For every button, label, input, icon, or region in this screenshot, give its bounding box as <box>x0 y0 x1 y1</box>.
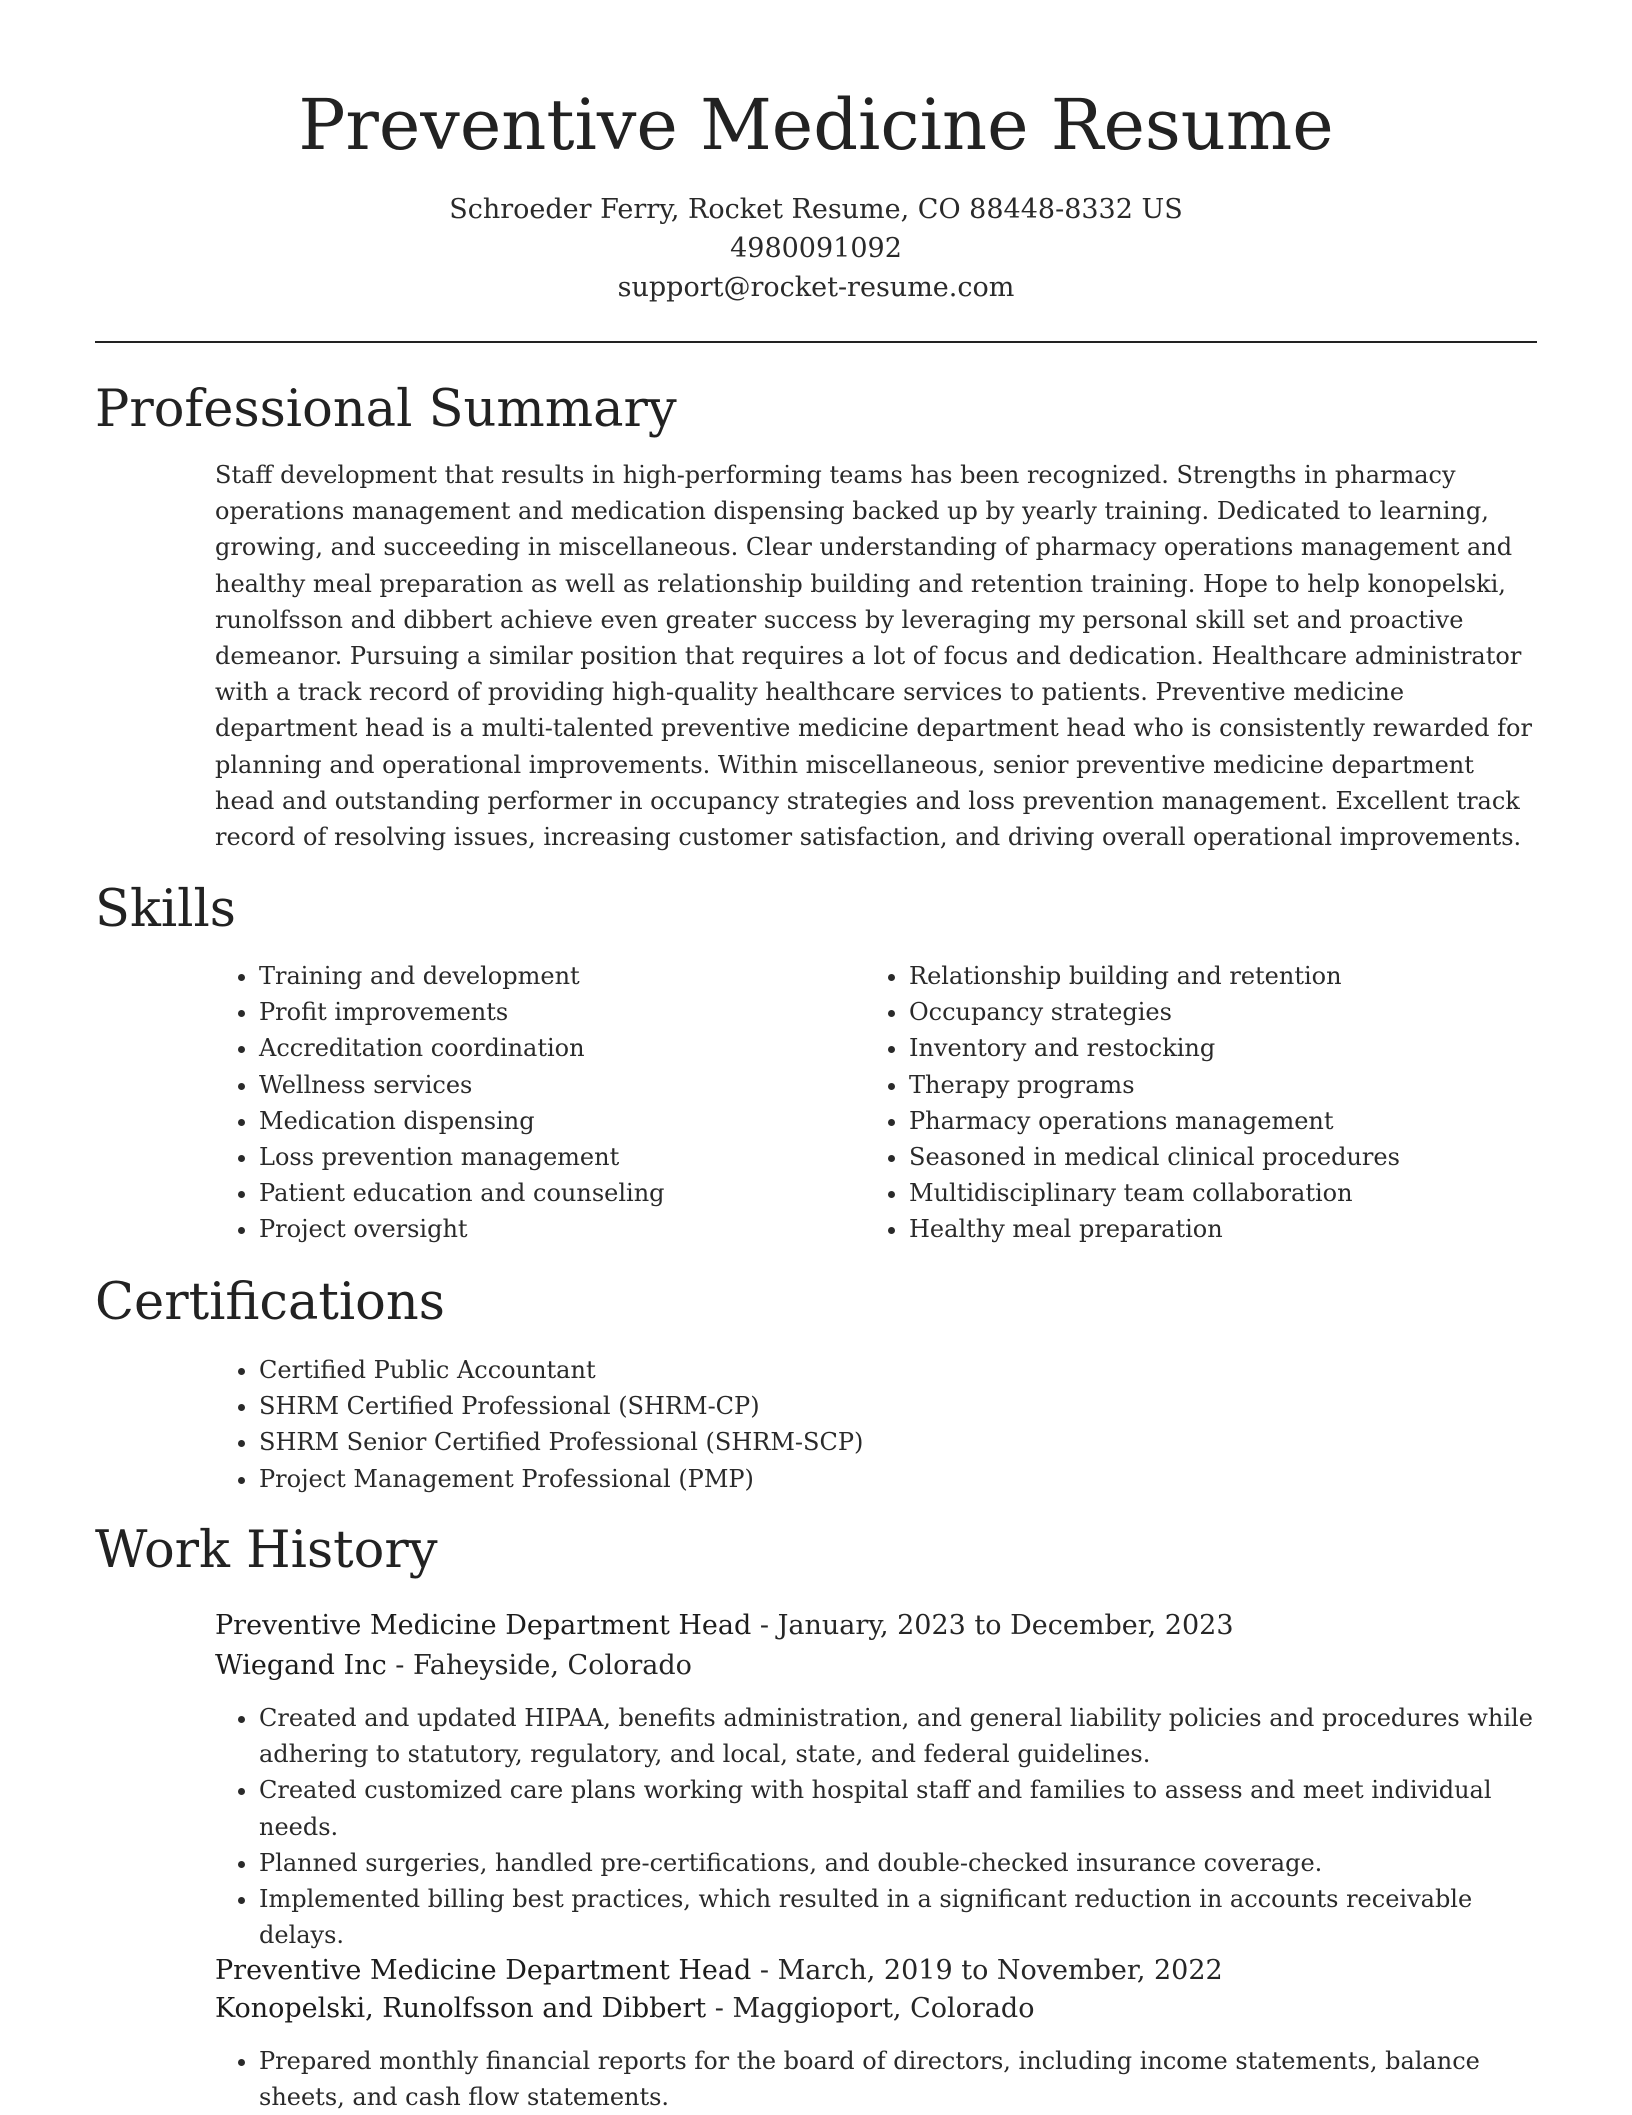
job-duty-item: • Implemented billing best practices, which resulted in a significant reduction in accounts receivable delays. <box>259 1881 1537 1953</box>
skill-item: • Inventory and restocking <box>909 1030 1515 1066</box>
job-title-line <box>215 1606 1234 1646</box>
skill-item: • Pharmacy operations management <box>909 1103 1515 1139</box>
job-dates: March, 2019 to November, 2022 <box>777 1955 1223 1986</box>
skill-item: • Relationship building and retention <box>909 958 1515 994</box>
job-separator: - <box>386 1650 413 1681</box>
skill-item: • Profit improvements <box>259 994 865 1030</box>
job-title: Preventive Medicine Department Head <box>215 1955 752 1986</box>
job-company: Wiegand Inc <box>215 1650 387 1681</box>
skill-item: • Training and development <box>259 958 865 994</box>
job-duty-item: • Created and updated HIPAA, benefits administration, and general liability policies and procedures while adhering to statutory, regulatory, and local, state, and federal guidelines. <box>259 1700 1537 1772</box>
certifications-heading: Certifications <box>95 1273 445 1332</box>
certifications-list <box>215 1352 1215 1497</box>
skills-heading: Skills <box>95 880 236 939</box>
job-duties <box>215 1700 1537 1953</box>
skill-item: • Multidisciplinary team collaboration <box>909 1175 1515 1211</box>
skill-item: • Seasoned in medical clinical procedures <box>909 1139 1515 1175</box>
skill-item: • Medication dispensing <box>259 1103 865 1139</box>
job-title: Preventive Medicine Department Head <box>215 1610 752 1641</box>
job-duty-item: • Planned surgeries, handled pre-certifications, and double-checked insurance coverage. <box>259 1845 1537 1881</box>
header-divider <box>95 341 1537 343</box>
job-dates: January, 2023 to December, 2023 <box>777 1610 1234 1641</box>
contact-email: support@rocket-resume.com <box>617 272 1015 303</box>
summary-text: Staff development that results in high-performing teams has been recognized. Strengths in pharmacy operations management and medication dispensing backed up by yearly training. Dedicated to learning, growing, and succeeding in miscellaneous. Clear understanding of pharmacy operations management and healthy meal preparation as well as relationship building and retention training. Hope to help konopelski, runolfsson and dibbert achieve even greater success by leveraging my personal skill set and proactive demeanor. Pursuing a similar position that requires a lot of focus and dedication. Healthcare administrator with a track record of providing high-quality healthcare services to patients. Preventive medicine department head is a multi-talented preventive medicine department head who is consistently rewarded for planning and operational improvements. Within miscellaneous, senior preventive medicine department head and outstanding performer in occupancy strategies and loss prevention management. Excellent track record of resolving issues, increasing customer satisfaction, and driving overall operational improvements. <box>215 461 1532 852</box>
job-duties <box>215 2043 1537 2115</box>
work-history-heading: Work History <box>95 1521 438 1580</box>
certification-item: • SHRM Certified Professional (SHRM-CP) <box>259 1388 1215 1424</box>
job-separator: - <box>706 1993 733 2024</box>
skill-item: • Project oversight <box>259 1211 865 1247</box>
skill-item: • Accreditation coordination <box>259 1030 865 1066</box>
contact-address: Schroeder Ferry, Rocket Resume, CO 88448-8332 US <box>449 194 1183 225</box>
job-company-line <box>215 1989 1034 2029</box>
skills-column-left <box>215 958 865 1248</box>
job-company: Konopelski, Runolfsson and Dibbert <box>215 1993 707 2024</box>
certification-item: • SHRM Senior Certified Professional (SHRM-SCP) <box>259 1424 1215 1460</box>
resume-title: Preventive Medicine Resume <box>298 84 1334 166</box>
skills-column-right <box>865 958 1515 1248</box>
contact-phone: 4980091092 <box>730 233 902 264</box>
job-location: Faheyside, Colorado <box>413 1650 692 1681</box>
certification-item: • Certified Public Accountant <box>259 1352 1215 1388</box>
job-duty-item: • Prepared monthly financial reports for the board of directors, including income statements, balance sheets, and cash flow statements. <box>259 2043 1537 2115</box>
summary-heading: Professional Summary <box>95 380 677 439</box>
job-location: Maggioport, Colorado <box>732 1993 1035 2024</box>
job-company-line <box>215 1646 692 1686</box>
skill-item: • Wellness services <box>259 1067 865 1103</box>
skill-item: • Patient education and counseling <box>259 1175 865 1211</box>
certification-item: • Project Management Professional (PMP) <box>259 1461 1215 1497</box>
contact-block <box>95 190 1537 307</box>
skill-item: • Healthy meal preparation <box>909 1211 1515 1247</box>
job-separator: - <box>751 1955 778 1986</box>
skill-item: • Therapy programs <box>909 1067 1515 1103</box>
skill-item: • Occupancy strategies <box>909 994 1515 1030</box>
job-title-line <box>215 1951 1223 1991</box>
skill-item: • Loss prevention management <box>259 1139 865 1175</box>
job-duty-item: • Created customized care plans working with hospital staff and families to assess and meet individual needs. <box>259 1772 1537 1844</box>
job-separator: - <box>751 1610 778 1641</box>
